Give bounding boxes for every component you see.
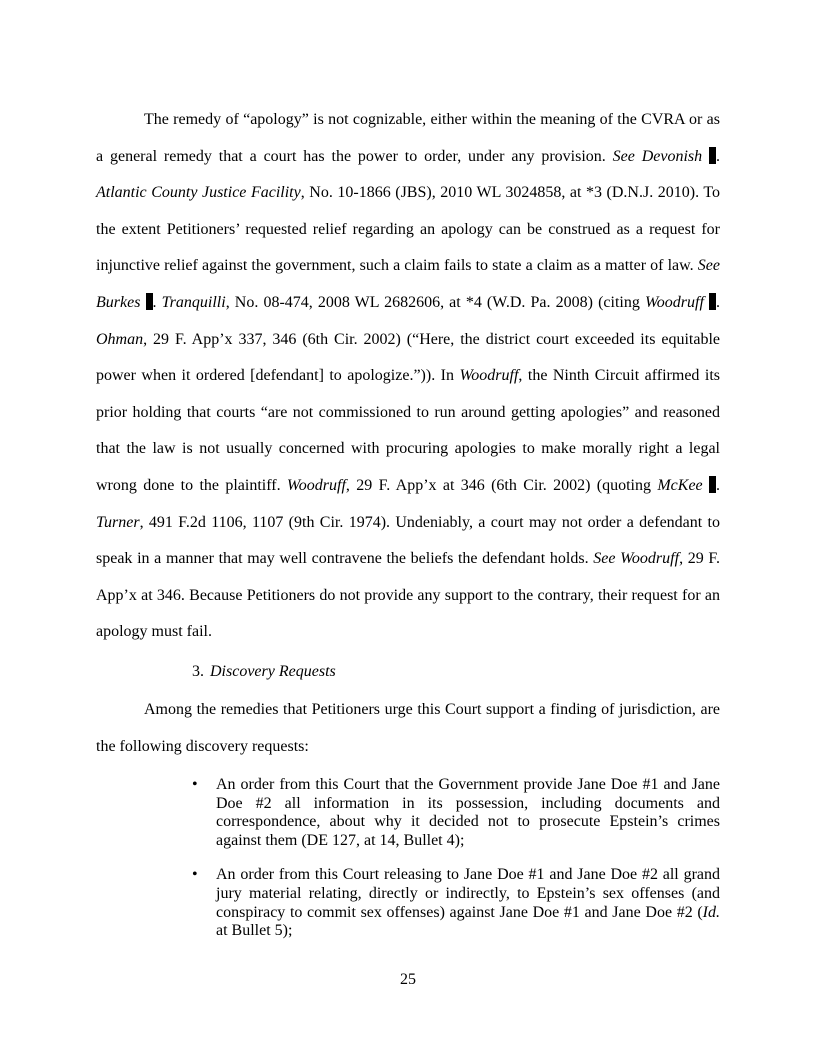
- case-name-woodruff: Woodruff: [644, 293, 704, 311]
- case-name-tranquilli: Tranquilli: [161, 293, 226, 311]
- case-name-devonish: Devonish: [641, 147, 703, 165]
- case-name-mckee: McKee: [657, 476, 703, 494]
- case-name-woodruff: See Woodruff: [593, 550, 680, 568]
- case-name-turner: Turner: [96, 513, 140, 531]
- bullet-marker: •: [192, 776, 198, 793]
- case-name-woodruff: Woodruff: [286, 476, 346, 494]
- list-item: [192, 776, 720, 850]
- text-run: .: [152, 293, 162, 311]
- case-name-woodruff: Woodruff: [459, 367, 519, 385]
- bullet-marker: •: [192, 866, 198, 884]
- redaction-mark: [146, 293, 153, 310]
- text-run: , 29 F. App’x at 346. Because Petitioners do not provide any support to the contrary, their request for an apology must fail.: [96, 550, 720, 641]
- signal-see: See: [612, 147, 642, 165]
- case-name-burkes: See Burkes: [96, 257, 720, 311]
- citation-id: Id.: [702, 903, 720, 921]
- text-run: , No. 08-474, 2008 WL 2682606, at *4 (W.D. Pa. 2008) (citing: [225, 293, 645, 311]
- apology-paragraph: [96, 102, 720, 651]
- text-run: , the Ninth Circuit affirmed its prior holding that courts “are not commissioned to run around getting apologies” and reasoned that the law is not usually concerned with procuring apologies to make morally right a legal wrong done to the plaintiff.: [96, 367, 720, 494]
- page-number: 25: [400, 971, 416, 988]
- discovery-request-list: [192, 776, 720, 957]
- text-run: .: [716, 147, 721, 165]
- bullet-text: at Bullet 5);: [216, 922, 293, 940]
- bullet-text: An order from this Court releasing to Jane Doe #1 and Jane Doe #2 all grand jury material relating, directly or indirectly, to Epstein’s sex offenses (and conspiracy to commit sex offenses) against Jane Doe #1 and Jane Doe #2 (: [216, 866, 720, 921]
- text-run: , No. 10-1866 (JBS), 2010 WL 3024858, at *3 (D.N.J. 2010). To the extent Petitioners’ requested relief regarding an apology can be construed as a request for injunctive relief against the government, such a claim fails to state a claim as a matter of law.: [96, 184, 721, 275]
- section-heading: [192, 660, 336, 684]
- list-item: [192, 866, 720, 940]
- text-run: , 29 F. App’x 337, 346 (6th Cir. 2002) (“Here, the district court exceeded its equitable power when it ordered [defendant] to apologize.”)). In: [96, 330, 720, 385]
- text-run: , 491 F.2d 1106, 1107 (9th Cir. 1974). Undeniably, a court may not order a defendant to speak in a manner that may well contravene the beliefs the defendant holds.: [96, 513, 720, 568]
- section-title: Discovery Requests: [210, 663, 336, 680]
- case-name-atlantic: Atlantic County Justice Facility: [96, 184, 301, 202]
- text-run: The remedy of “apology” is not cognizable, either within the meaning of the CVRA or as a general remedy that a court has the power to order, under any provision.: [96, 111, 720, 165]
- text-run: .: [716, 476, 720, 494]
- redaction-mark: [709, 147, 716, 164]
- discovery-paragraph: Among the remedies that Petitioners urge this Court support a finding of jurisdiction, are the following discovery requests:: [96, 701, 720, 755]
- section-number: 3.: [192, 663, 204, 680]
- redaction-mark: [709, 293, 716, 310]
- bullet-text: An order from this Court that the Government provide Jane Doe #1 and Jane Doe #2 all information in its possession, including documents and correspondence, about why it decided not to prosecute Epstein’s crimes against them (DE 127, at 14, Bullet 4);: [216, 776, 720, 849]
- case-name-ohman: Ohman: [96, 330, 144, 348]
- text-run: .: [716, 293, 721, 311]
- redaction-mark: [709, 476, 716, 493]
- text-run: , 29 F. App’x at 346 (6th Cir. 2002) (quoting: [345, 476, 658, 494]
